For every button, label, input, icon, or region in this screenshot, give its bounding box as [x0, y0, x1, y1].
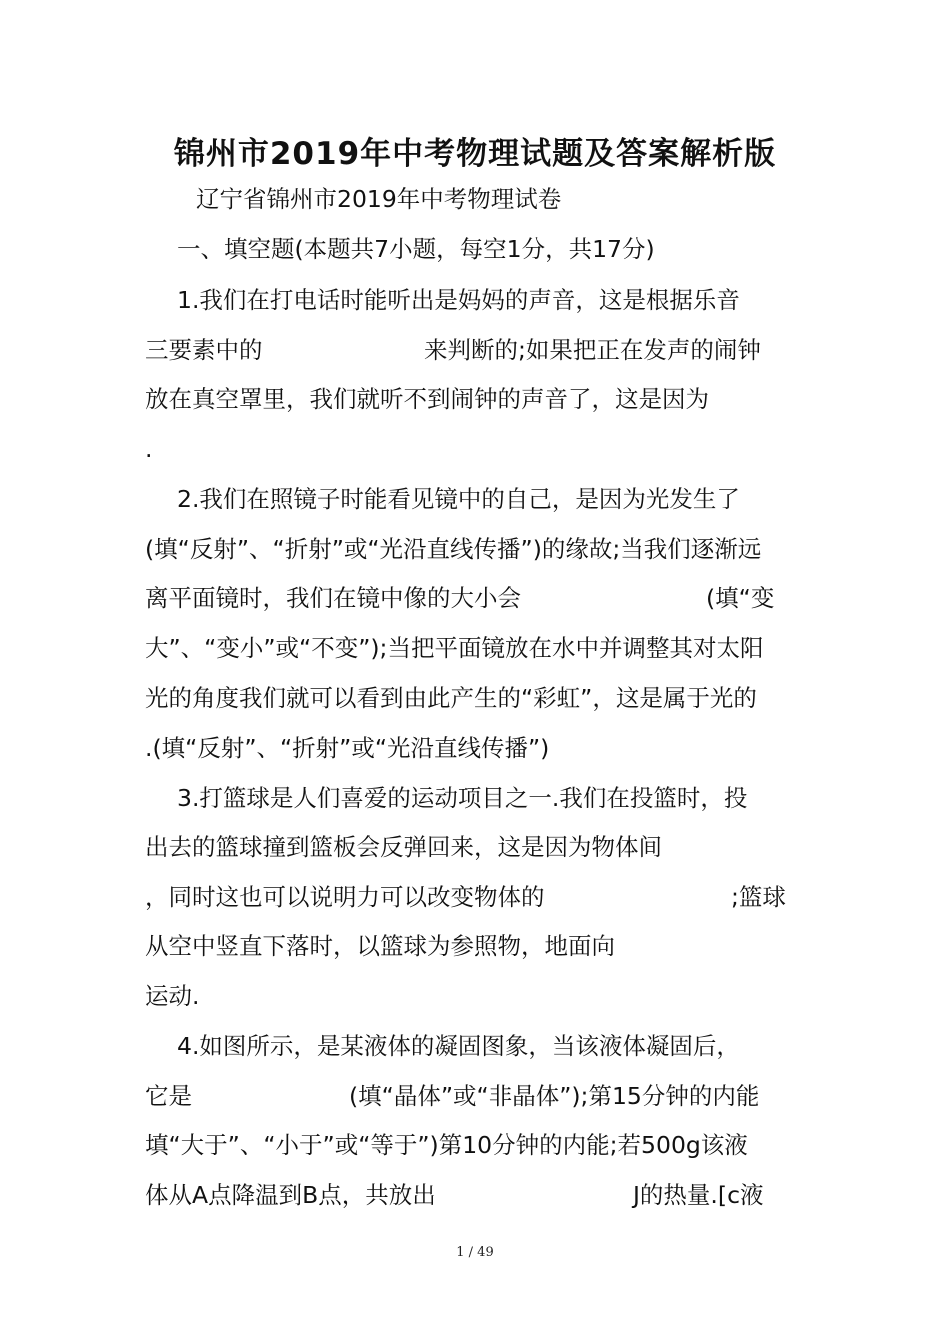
q2-line-3a: 离平面镜时，我们在镜中像的大小会: [145, 584, 521, 612]
q4-line-4b: J的热量.[c液: [633, 1181, 764, 1209]
q2-line-4: 大”、“变小”或“不变”);当把平面镜放在水中并调整其对太阳: [145, 634, 764, 662]
q3-line-1: 3.打篮球是人们喜爱的运动项目之一.我们在投篮时，投: [177, 784, 748, 812]
q3-line-3a: ，同时这也可以说明力可以改变物体的: [145, 883, 545, 911]
q4-line-3: 填“大于”、“小于”或“等于”)第10分钟的内能;若500g该液: [145, 1131, 748, 1159]
q2-line-1: 2.我们在照镜子时能看见镜中的自己，是因为光发生了: [177, 485, 740, 513]
q1-line-1: 1.我们在打电话时能听出是妈妈的声音，这是根据乐音: [177, 286, 740, 314]
q4-line-2a: 它是: [145, 1082, 192, 1110]
q1-line-2a: 三要素中的: [145, 336, 263, 364]
q3-line-3b: ;篮球: [731, 883, 786, 911]
q2-line-3b: (填“变: [706, 584, 775, 612]
q3-line-2: 出去的篮球撞到篮板会反弹回来，这是因为物体间: [145, 833, 662, 861]
document-title: 锦州市2019年中考物理试题及答案解析版: [173, 136, 777, 172]
q1-line-2b: 来判断的;如果把正在发声的闹钟: [424, 336, 761, 364]
page-number: 1 / 49: [456, 1245, 494, 1260]
section-heading: 一、填空题(本题共7小题，每空1分，共17分): [177, 235, 655, 263]
q4-line-4a: 体从A点降温到B点，共放出: [145, 1181, 436, 1209]
q2-line-5: 光的角度我们就可以看到由此产生的“彩虹”，这是属于光的: [145, 684, 757, 712]
q3-line-5: 运动.: [145, 982, 200, 1010]
q4-line-2b: (填“晶体”或“非晶体”);第15分钟的内能: [349, 1082, 760, 1110]
q1-line-3: 放在真空罩里，我们就听不到闹钟的声音了，这是因为: [145, 385, 709, 413]
q2-line-2: (填“反射”、“折射”或“光沿直线传播”)的缘故;当我们逐渐远: [145, 535, 762, 563]
subtitle: 辽宁省锦州市2019年中考物理试卷: [196, 185, 562, 213]
q1-line-4: .: [145, 435, 153, 463]
q3-line-4: 从空中竖直下落时，以篮球为参照物，地面向: [145, 932, 615, 960]
q2-line-6: .(填“反射”、“折射”或“光沿直线传播”): [145, 734, 550, 762]
q4-line-1: 4.如图所示，是某液体的凝固图象，当该液体凝固后，: [177, 1032, 740, 1060]
